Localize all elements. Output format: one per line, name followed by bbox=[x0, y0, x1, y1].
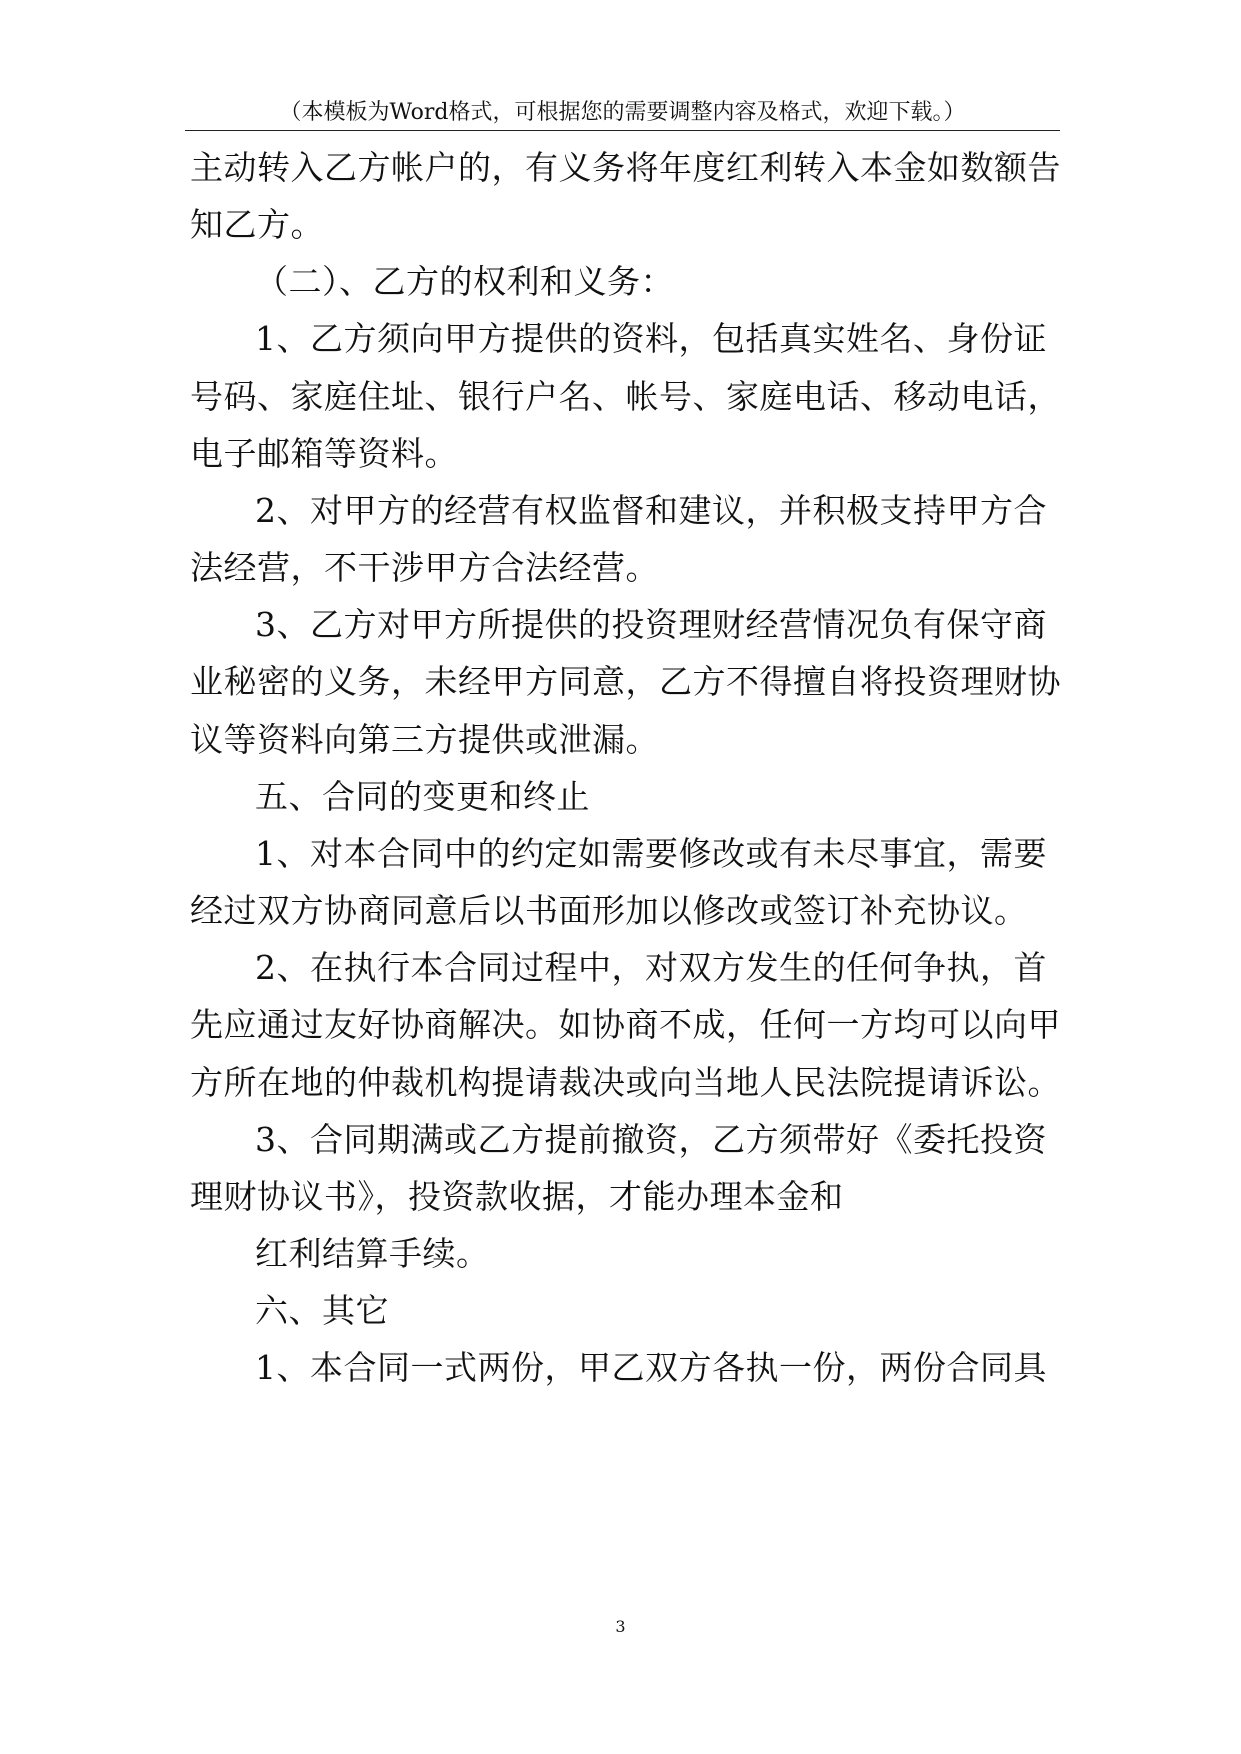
body-line: 电子邮箱等资料。 bbox=[190, 434, 458, 473]
body-line: 经过双方协商同意后以书面形加以修改或签订补充协议。 bbox=[190, 891, 1028, 930]
page-number: 3 bbox=[615, 1617, 626, 1636]
body-line: 1、对本合同中的约定如需要修改或有未尽事宜，需要 bbox=[255, 834, 1047, 873]
body-line: 红利结算手续。 bbox=[255, 1234, 490, 1273]
body-line: 议等资料向第三方提供或泄漏。 bbox=[190, 720, 659, 759]
body-line: 知乙方。 bbox=[190, 205, 324, 244]
body-line: 2、对甲方的经营有权监督和建议，并积极支持甲方合 bbox=[255, 491, 1047, 530]
body-line: 2、在执行本合同过程中，对双方发生的任何争执，首 bbox=[255, 948, 1047, 987]
body-line: 1、乙方须向甲方提供的资料，包括真实姓名、身份证 bbox=[255, 319, 1047, 358]
body-line: 业秘密的义务，未经甲方同意，乙方不得擅自将投资理财协 bbox=[190, 662, 1061, 701]
body-line: 主动转入乙方帐户的，有义务将年度红利转入本金如数额告 bbox=[190, 148, 1061, 187]
body-line: 3、乙方对甲方所提供的投资理财经营情况负有保守商 bbox=[255, 605, 1047, 644]
page-header-note: （本模板为Word格式，可根据您的需要调整内容及格式，欢迎下载。） bbox=[279, 100, 966, 125]
body-line: 3、合同期满或乙方提前撤资，乙方须带好《委托投资 bbox=[255, 1120, 1047, 1159]
body-line: 1、本合同一式两份，甲乙双方各执一份，两份合同具 bbox=[255, 1348, 1047, 1387]
section-heading: （二）、乙方的权利和义务： bbox=[255, 262, 674, 301]
section-heading: 六、其它 bbox=[255, 1291, 389, 1330]
body-line: 理财协议书》，投资款收据，才能办理本金和 bbox=[190, 1177, 844, 1216]
section-heading: 五、合同的变更和终止 bbox=[255, 777, 590, 816]
body-line: 法经营，不干涉甲方合法经营。 bbox=[190, 548, 659, 587]
body-line: 方所在地的仲裁机构提请裁决或向当地人民法院提请诉讼。 bbox=[190, 1063, 1061, 1102]
body-line: 先应通过友好协商解决。如协商不成，任何一方均可以向甲 bbox=[190, 1005, 1061, 1044]
body-line: 号码、家庭住址、银行户名、帐号、家庭电话、移动电话， bbox=[190, 377, 1061, 416]
